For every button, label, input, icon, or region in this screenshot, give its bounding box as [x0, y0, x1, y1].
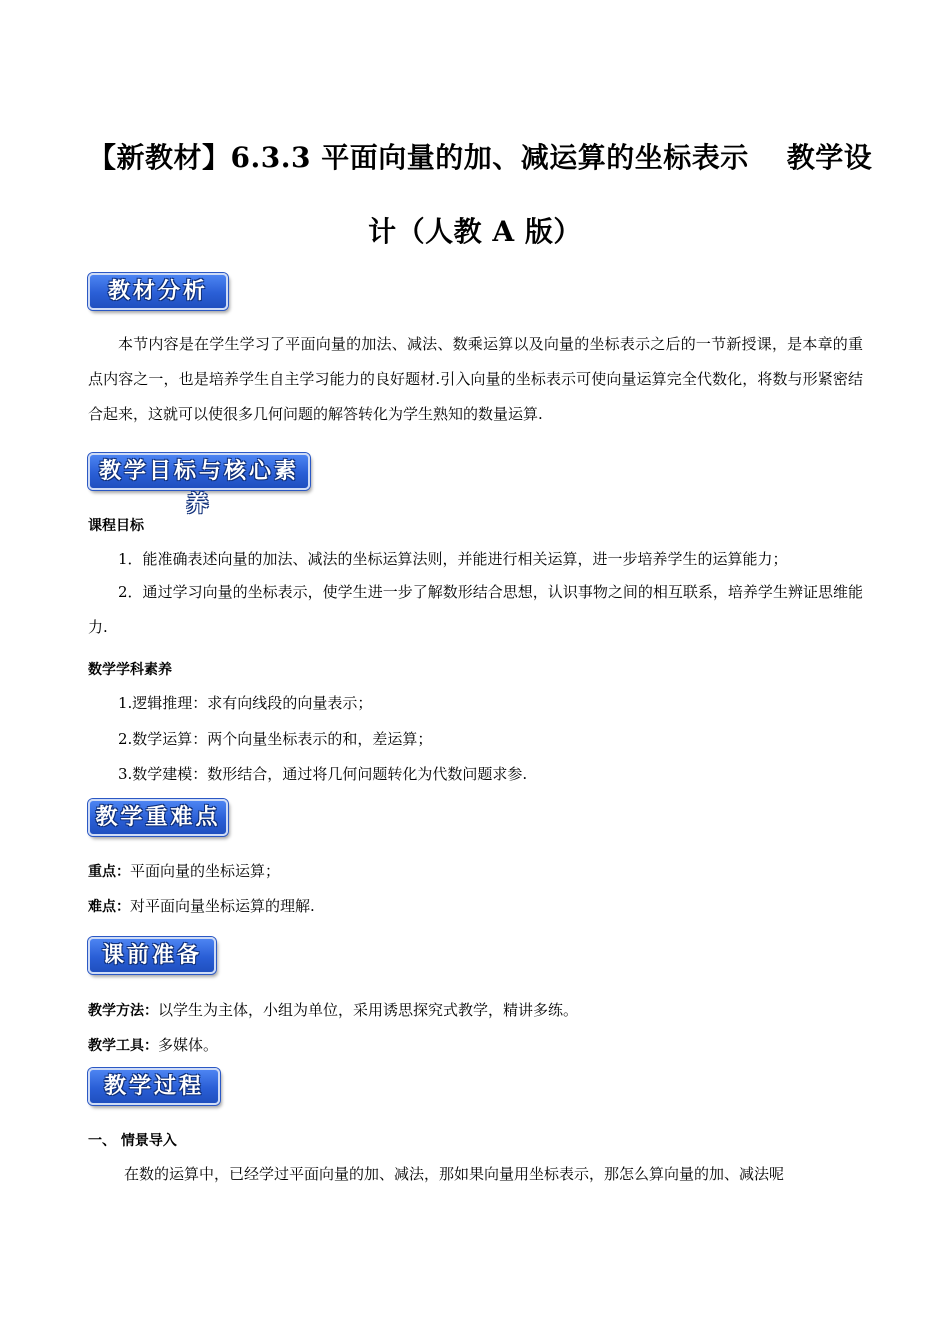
difficulty-line: [88, 895, 315, 916]
process-step-1-heading: 一、 情景导入: [88, 1133, 177, 1149]
literacy-item-2: 2.数学运算：两个向量坐标表示的和，差运算；: [118, 730, 433, 748]
course-goal-2: 2．通过学习向量的坐标表示，使学生进一步了解数形结合思想，认识事物之间的相互联系，培养学生辨证思维能力.: [88, 583, 863, 636]
literacy-item-3: 3.数学建模：数形结合，通过将几何问题转化为代数问题求参.: [118, 765, 528, 783]
material-analysis-paragraph: 本节内容是在学生学习了平面向量的加法、减法、数乘运算以及向量的坐标表示之后的一节新授课，是本章的重点内容之一，也是培养学生自主学习能力的良好题材.引入向量的坐标表示可使向量运算完全代数化，将数与形紧密结合起来，这就可以使很多几何问题的解答转化为学生熟知的数量运算.: [88, 335, 863, 423]
section-badge-material-analysis: 教材分析: [88, 273, 228, 310]
course-goals-heading: 课程目标: [88, 518, 144, 534]
process-step-1-text: 在数的运算中，已经学过平面向量的加、减法，那如果向量用坐标表示，那怎么算向量的加、减法呢: [124, 1165, 785, 1183]
teaching-method-label: 教学方法：: [88, 1003, 158, 1019]
title-tail: 教学设: [786, 141, 873, 174]
document-title-line-2: 计（人教 A 版）: [368, 215, 582, 248]
section-badge-process: 教学过程: [88, 1068, 220, 1105]
course-goal-1: 1．能准确表述向量的加法、减法的坐标运算法则，并能进行相关运算，进一步培养学生的运算能力；: [118, 550, 788, 568]
teaching-method-text: 以学生为主体，小组为单位，采用诱思探究式教学，精讲多练。: [158, 1001, 579, 1019]
literacy-heading: 数学学科素养: [88, 662, 172, 678]
section-badge-objectives: 教学目标与核心素养: [88, 453, 310, 490]
teaching-tool-text: 多媒体。: [158, 1036, 219, 1054]
difficulty-label: 难点：: [88, 899, 130, 915]
difficulty-text: 对平面向量坐标运算的理解.: [130, 897, 315, 915]
teaching-tool-label: 教学工具：: [88, 1038, 158, 1054]
teaching-method-line: [88, 999, 578, 1020]
focus-text: 平面向量的坐标运算；: [130, 862, 281, 880]
section-badge-preparation: 课前准备: [88, 937, 216, 974]
document-title-line-1: [88, 136, 872, 176]
title-main: 【新教材】6.3.3 平面向量的加、减运算的坐标表示: [88, 141, 749, 174]
focus-line: [88, 860, 280, 881]
teaching-tool-line: [88, 1034, 218, 1055]
section-badge-key-points: 教学重难点: [88, 799, 228, 836]
focus-label: 重点：: [88, 864, 130, 880]
literacy-item-1: 1.逻辑推理：求有向线段的向量表示；: [118, 694, 373, 712]
